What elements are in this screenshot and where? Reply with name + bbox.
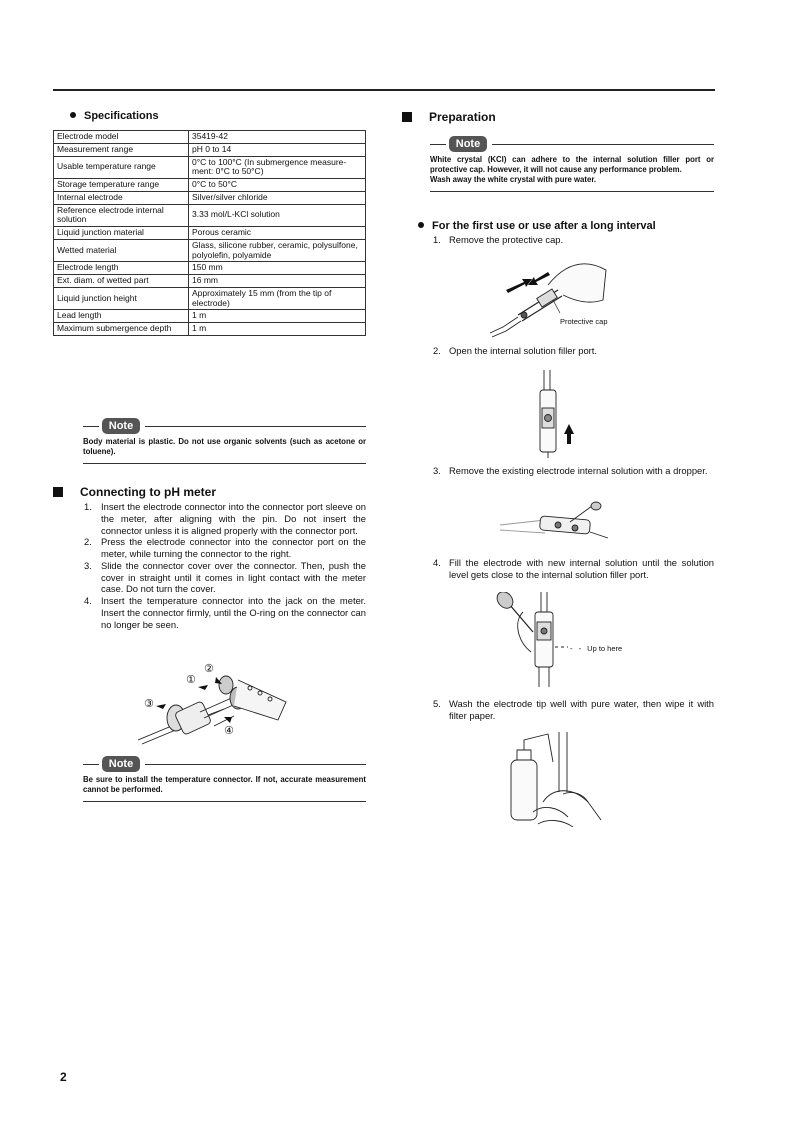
note-text-2: Wash away the white crystal with pure water.: [430, 175, 597, 185]
preparation-heading: [402, 110, 496, 124]
note-text: Be sure to install the temperature connector. If not, accurate measurement cannot be performed.: [83, 775, 366, 795]
spec-row: [54, 287, 366, 310]
spec-value: 1 m: [189, 323, 366, 336]
wash-figure: [503, 732, 608, 827]
spec-key: Measurement range: [54, 143, 189, 156]
prep-step-1: 1. Remove the protective cap.: [433, 234, 564, 245]
spec-value: 150 mm: [189, 262, 366, 275]
spec-key: Ext. diam. of wetted part: [54, 275, 189, 288]
spec-value: Approximately 15 mm (from the tip of electrode): [189, 287, 366, 310]
spec-value: 3.33 mol/L-KCl solution: [189, 204, 366, 227]
spec-key: Maximum submergence depth: [54, 323, 189, 336]
note-badge: Note: [102, 756, 140, 772]
note-badge: Note: [449, 136, 487, 152]
spec-row: [54, 275, 366, 288]
page-number: 2: [60, 1070, 67, 1084]
spec-row: [54, 131, 366, 144]
spec-value: pH 0 to 14: [189, 143, 366, 156]
prep-step-3: 3. Remove the existing electrode internal solution with a dropper.: [433, 465, 708, 476]
spec-row: [54, 262, 366, 275]
note-text: Body material is plastic. Do not use organic solvents (such as acetone or toluene).: [83, 437, 366, 457]
note-temperature: [83, 756, 366, 802]
spec-row: [54, 191, 366, 204]
first-use-heading: [418, 220, 656, 232]
spec-key: Internal electrode: [54, 191, 189, 204]
bullet-icon: [70, 112, 76, 118]
figure-label-4: ④: [224, 724, 234, 737]
spec-value: Glass, silicone rubber, ceramic, polysulfone, polyolefin, polyamide: [189, 239, 366, 262]
spec-key: Electrode length: [54, 262, 189, 275]
connecting-step: 1. Insert the electrode connector into the connector port sleeve on the meter, after aligning with the pin. Do not insert the connector unless it is aligned properly with the connector port.: [84, 501, 366, 536]
first-use-heading-text: For the first use or use after a long interval: [432, 220, 656, 232]
protective-cap-caption: Protective cap: [560, 317, 608, 326]
spec-value: Porous ceramic: [189, 227, 366, 240]
spec-value: 0°C to 100°C (In submergence measure-ment: 0°C to 50°C): [189, 156, 366, 179]
filler-port-figure: [528, 368, 578, 458]
prep-step-2: 2. Open the internal solution filler port.: [433, 345, 597, 356]
up-to-here-caption: - - Up to here: [570, 644, 623, 653]
connecting-heading: [53, 485, 216, 499]
connecting-step: 3. Slide the connector cover over the connector. Then, push the cover in straight until it comes in light contact with the meter case. Do not turn the cover.: [84, 559, 366, 595]
spec-row: [54, 156, 366, 179]
spec-row: [54, 204, 366, 227]
specifications-heading: [70, 110, 159, 122]
prep-step-5: 5. Wash the electrode tip well with pure water, then wipe it with filter paper.: [433, 698, 714, 721]
spec-value: 1 m: [189, 310, 366, 323]
spec-key: Liquid junction height: [54, 287, 189, 310]
note-plastic: [83, 418, 366, 464]
connecting-heading-text: Connecting to pH meter: [80, 485, 217, 499]
spec-row: [54, 179, 366, 192]
note-white-crystal: [430, 136, 714, 192]
figure-label-1: ①: [186, 673, 196, 686]
prep-step-4: 4. Fill the electrode with new internal solution until the solution level gets close to the internal solution filler port.: [433, 557, 714, 580]
spec-row: [54, 143, 366, 156]
preparation-heading-text: Preparation: [429, 110, 496, 124]
top-rule: [53, 89, 715, 91]
connector-figure: [138, 660, 288, 745]
spec-value: 35419-42: [189, 131, 366, 144]
spec-key: Liquid junction material: [54, 227, 189, 240]
spec-key: Storage temperature range: [54, 179, 189, 192]
spec-key: Reference electrode internal solution: [54, 204, 189, 227]
note-badge: Note: [102, 418, 140, 434]
specifications-heading-text: Specifications: [84, 110, 159, 122]
dropper-figure: [500, 500, 610, 550]
spec-row: [54, 239, 366, 262]
bullet-icon: [418, 222, 424, 228]
spec-row: [54, 310, 366, 323]
spec-key: Lead length: [54, 310, 189, 323]
connecting-step: 4. Insert the temperature connector into the jack on the meter. Insert the connector firmly, until the O-ring on the connector can no longer be seen.: [84, 595, 366, 630]
spec-value: Silver/silver chloride: [189, 191, 366, 204]
spec-value: 0°C to 50°C: [189, 179, 366, 192]
spec-row: [54, 227, 366, 240]
figure-label-3: ③: [144, 697, 154, 710]
spec-value: 16 mm: [189, 275, 366, 288]
figure-label-2: ②: [204, 662, 214, 675]
spec-key: Usable temperature range: [54, 156, 189, 179]
fill-figure: [493, 592, 583, 692]
note-text: White crystal (KCl) can adhere to the internal solution filler port or protective cap. However, it will not cause any performance problem.: [430, 155, 714, 175]
spec-key: Electrode model: [54, 131, 189, 144]
square-bullet-icon: [402, 112, 412, 122]
connecting-step: 2. Press the electrode connector into the connector port on the meter, while turning the connector to the right.: [84, 536, 366, 559]
square-bullet-icon: [53, 487, 63, 497]
specifications-table: [53, 130, 366, 336]
protective-cap-figure: [488, 255, 613, 340]
spec-row: [54, 323, 366, 336]
connecting-steps: [84, 501, 366, 630]
spec-key: Wetted material: [54, 239, 189, 262]
